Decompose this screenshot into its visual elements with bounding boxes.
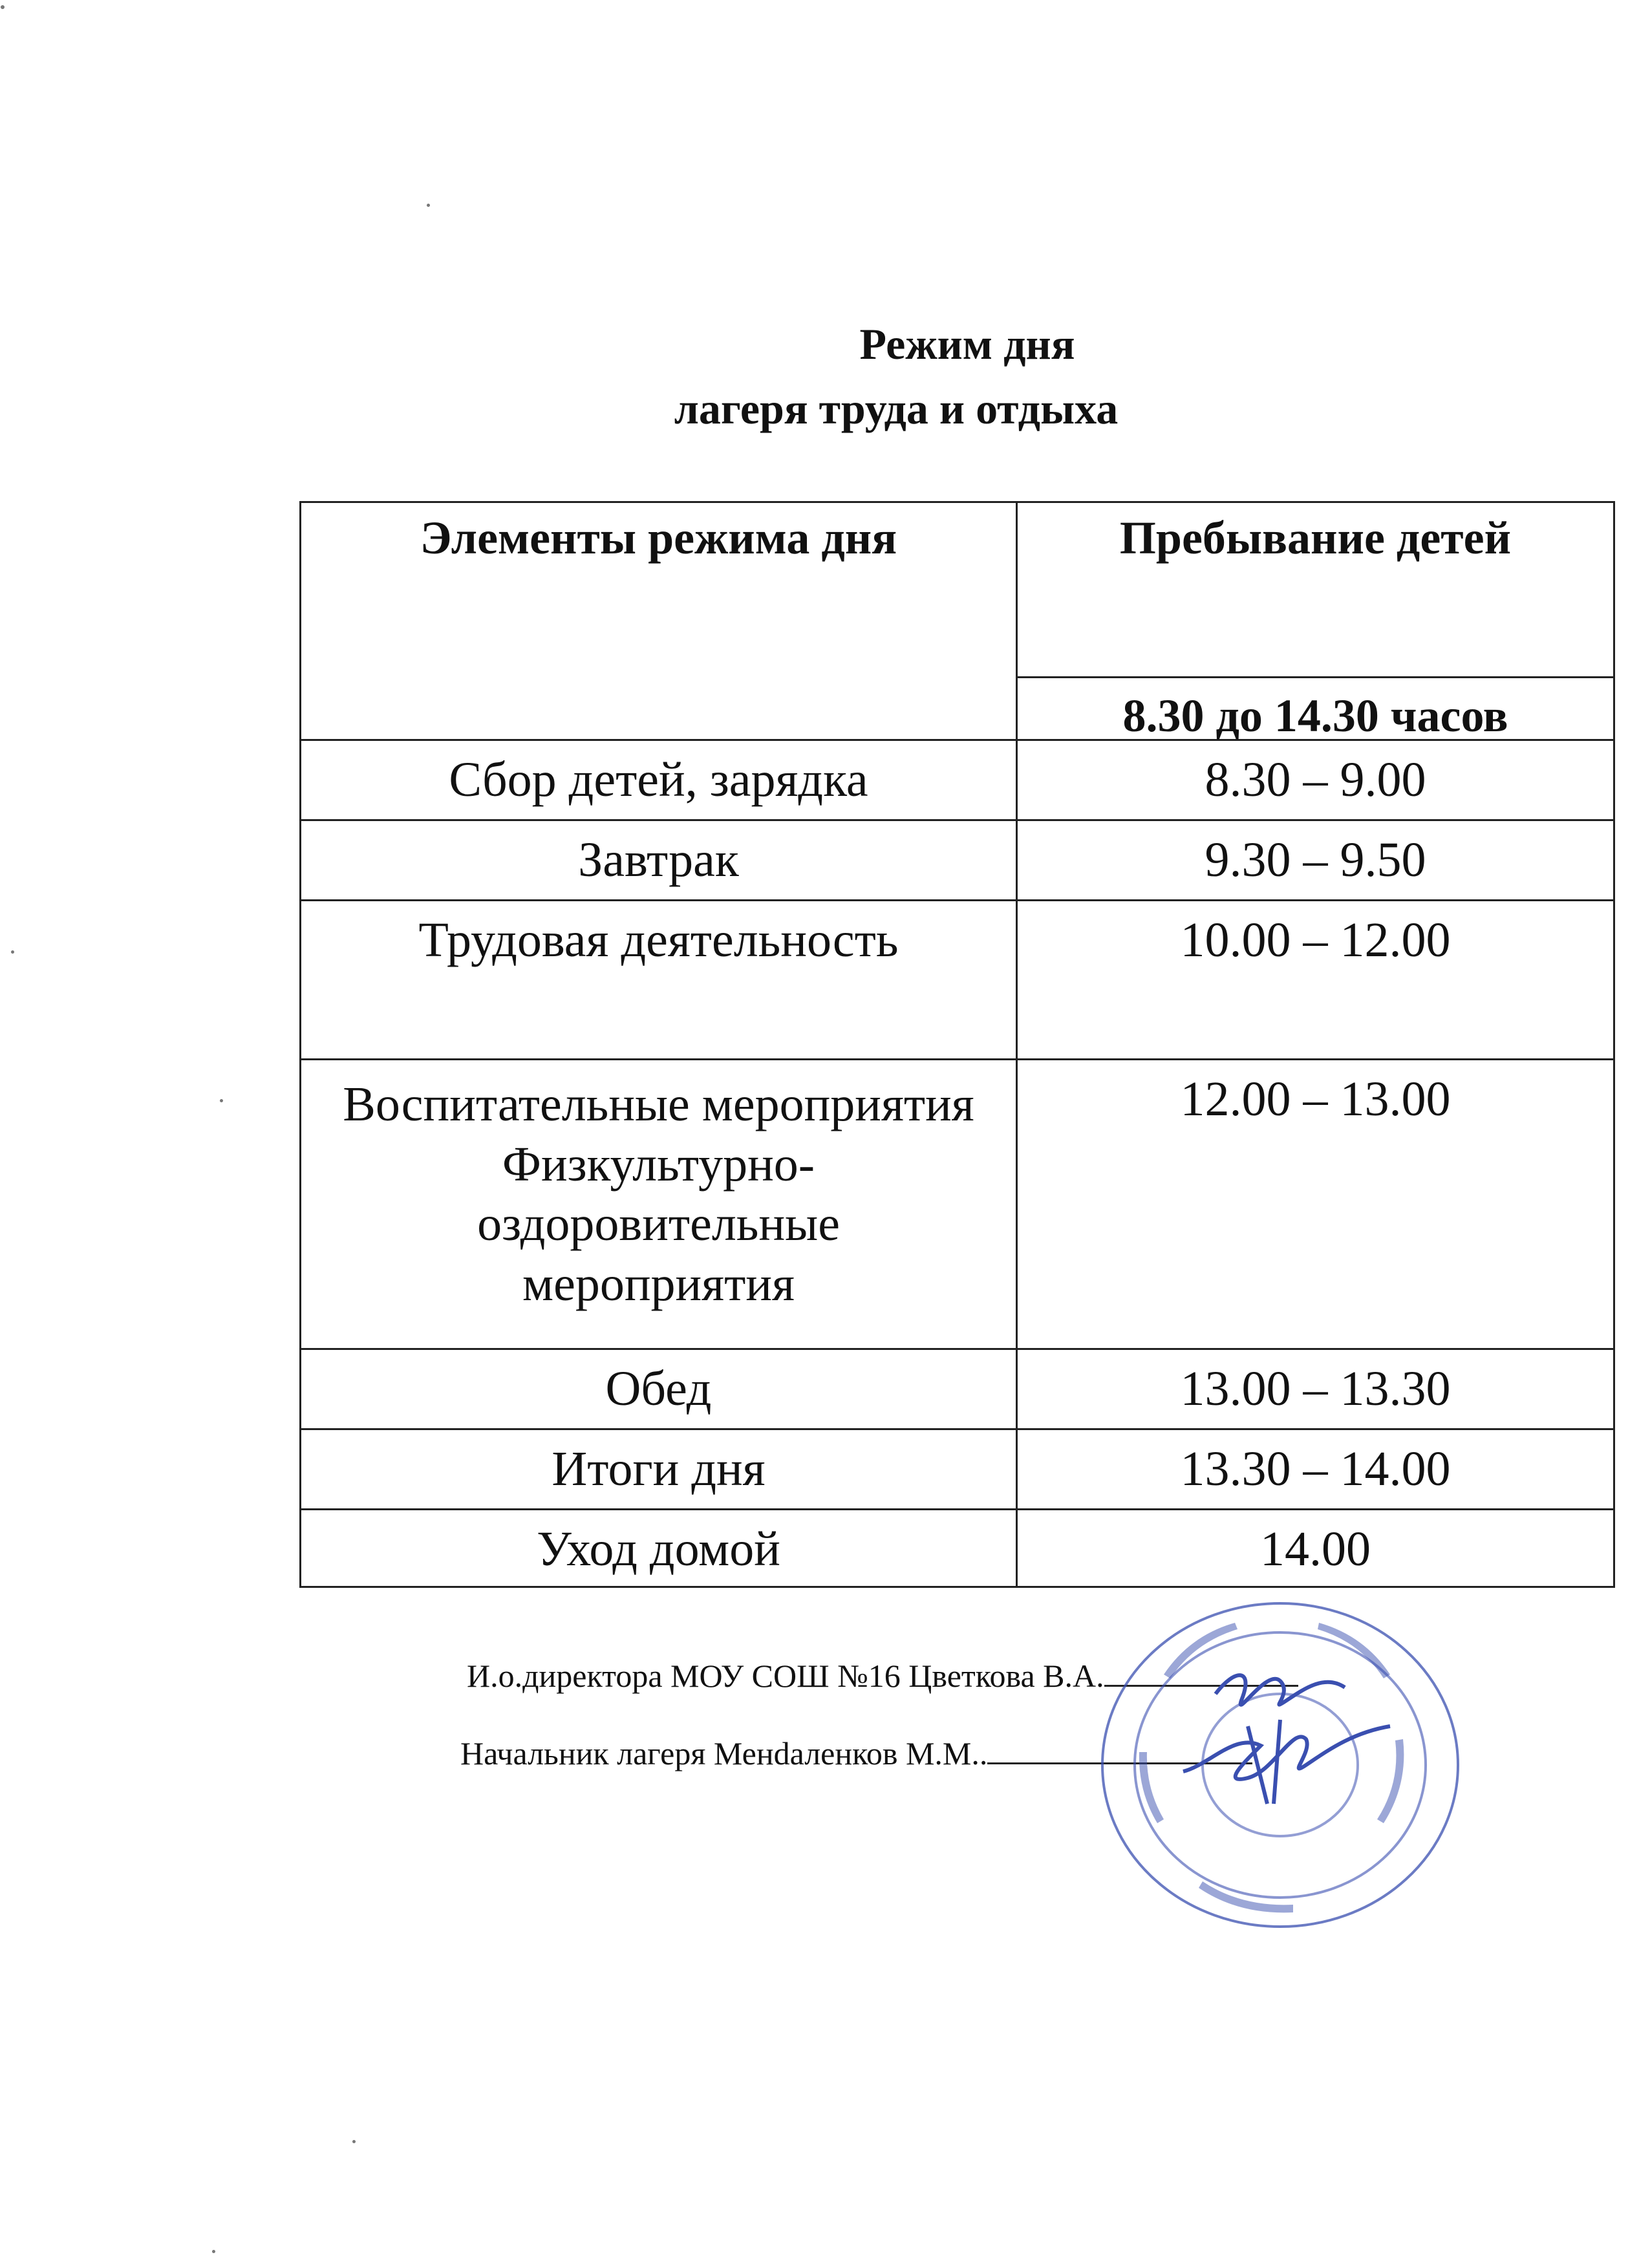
scan-speck xyxy=(352,2140,356,2143)
scan-speck xyxy=(212,2250,215,2253)
scan-speck xyxy=(220,1099,223,1102)
activity-text: Уход домой xyxy=(537,1522,780,1576)
document-title: Режим дня xyxy=(859,319,1075,369)
activity-text: Завтрак xyxy=(578,833,739,887)
activity-cell xyxy=(301,901,1017,1060)
activity-cell xyxy=(301,820,1017,901)
time-text: 8.30 – 9.00 xyxy=(1205,753,1426,807)
activity-text: Обед xyxy=(605,1362,712,1416)
table-row xyxy=(301,1349,1614,1429)
activity-text: Воспитательные мероприятия Физкультурно-оздоровительные мероприятия xyxy=(343,1077,974,1312)
table-row xyxy=(301,1510,1614,1587)
director-name: И.о.директора МОУ СОШ №16 Цветкова В.А. xyxy=(467,1658,1104,1694)
activity-cell xyxy=(301,1349,1017,1429)
time-text: 13.00 – 13.30 xyxy=(1180,1362,1451,1416)
table-row xyxy=(301,740,1614,820)
time-cell xyxy=(1017,740,1614,820)
time-text: 12.00 – 13.00 xyxy=(1180,1072,1451,1126)
table-row xyxy=(301,901,1614,1060)
time-cell xyxy=(1017,820,1614,901)
time-cell xyxy=(1017,1349,1614,1429)
table-row xyxy=(301,820,1614,901)
stamp-text-ring xyxy=(1139,1623,1404,1912)
scan-speck xyxy=(427,204,430,207)
time-text: 13.30 – 14.00 xyxy=(1180,1442,1451,1496)
time-text: 9.30 – 9.50 xyxy=(1205,833,1426,887)
stamp-rings xyxy=(1102,1603,1458,1927)
time-text: 10.00 – 12.00 xyxy=(1180,913,1451,967)
activity-cell xyxy=(301,740,1017,820)
activity-text: Итоги дня xyxy=(552,1442,766,1496)
header-stay: Пребывание детей xyxy=(1017,502,1614,678)
scan-speck xyxy=(11,950,14,954)
header-hours: 8.30 до 14.30 часов xyxy=(1017,678,1614,740)
activity-text: Сбор детей, зарядка xyxy=(449,753,868,807)
time-text: 14.00 xyxy=(1260,1522,1371,1576)
activity-text: Трудовая деятельность xyxy=(418,913,899,967)
schedule-table xyxy=(299,501,1615,1588)
time-cell xyxy=(1017,1429,1614,1510)
time-cell xyxy=(1017,1060,1614,1349)
time-cell xyxy=(1017,901,1614,1060)
camp-head-name: Начальник лагеря Менdаленков М.М.. xyxy=(460,1735,988,1771)
document-subtitle: лагеря труда и отдыха xyxy=(674,384,1119,433)
scan-speck xyxy=(1,5,5,9)
activity-cell xyxy=(301,1510,1017,1587)
table-row xyxy=(301,1060,1614,1349)
activity-cell xyxy=(301,1060,1017,1349)
header-elements: Элементы режима дня xyxy=(301,502,1017,740)
official-stamp xyxy=(1086,1578,1474,1940)
time-cell xyxy=(1017,1510,1614,1587)
activity-cell xyxy=(301,1429,1017,1510)
table-row xyxy=(301,1429,1614,1510)
